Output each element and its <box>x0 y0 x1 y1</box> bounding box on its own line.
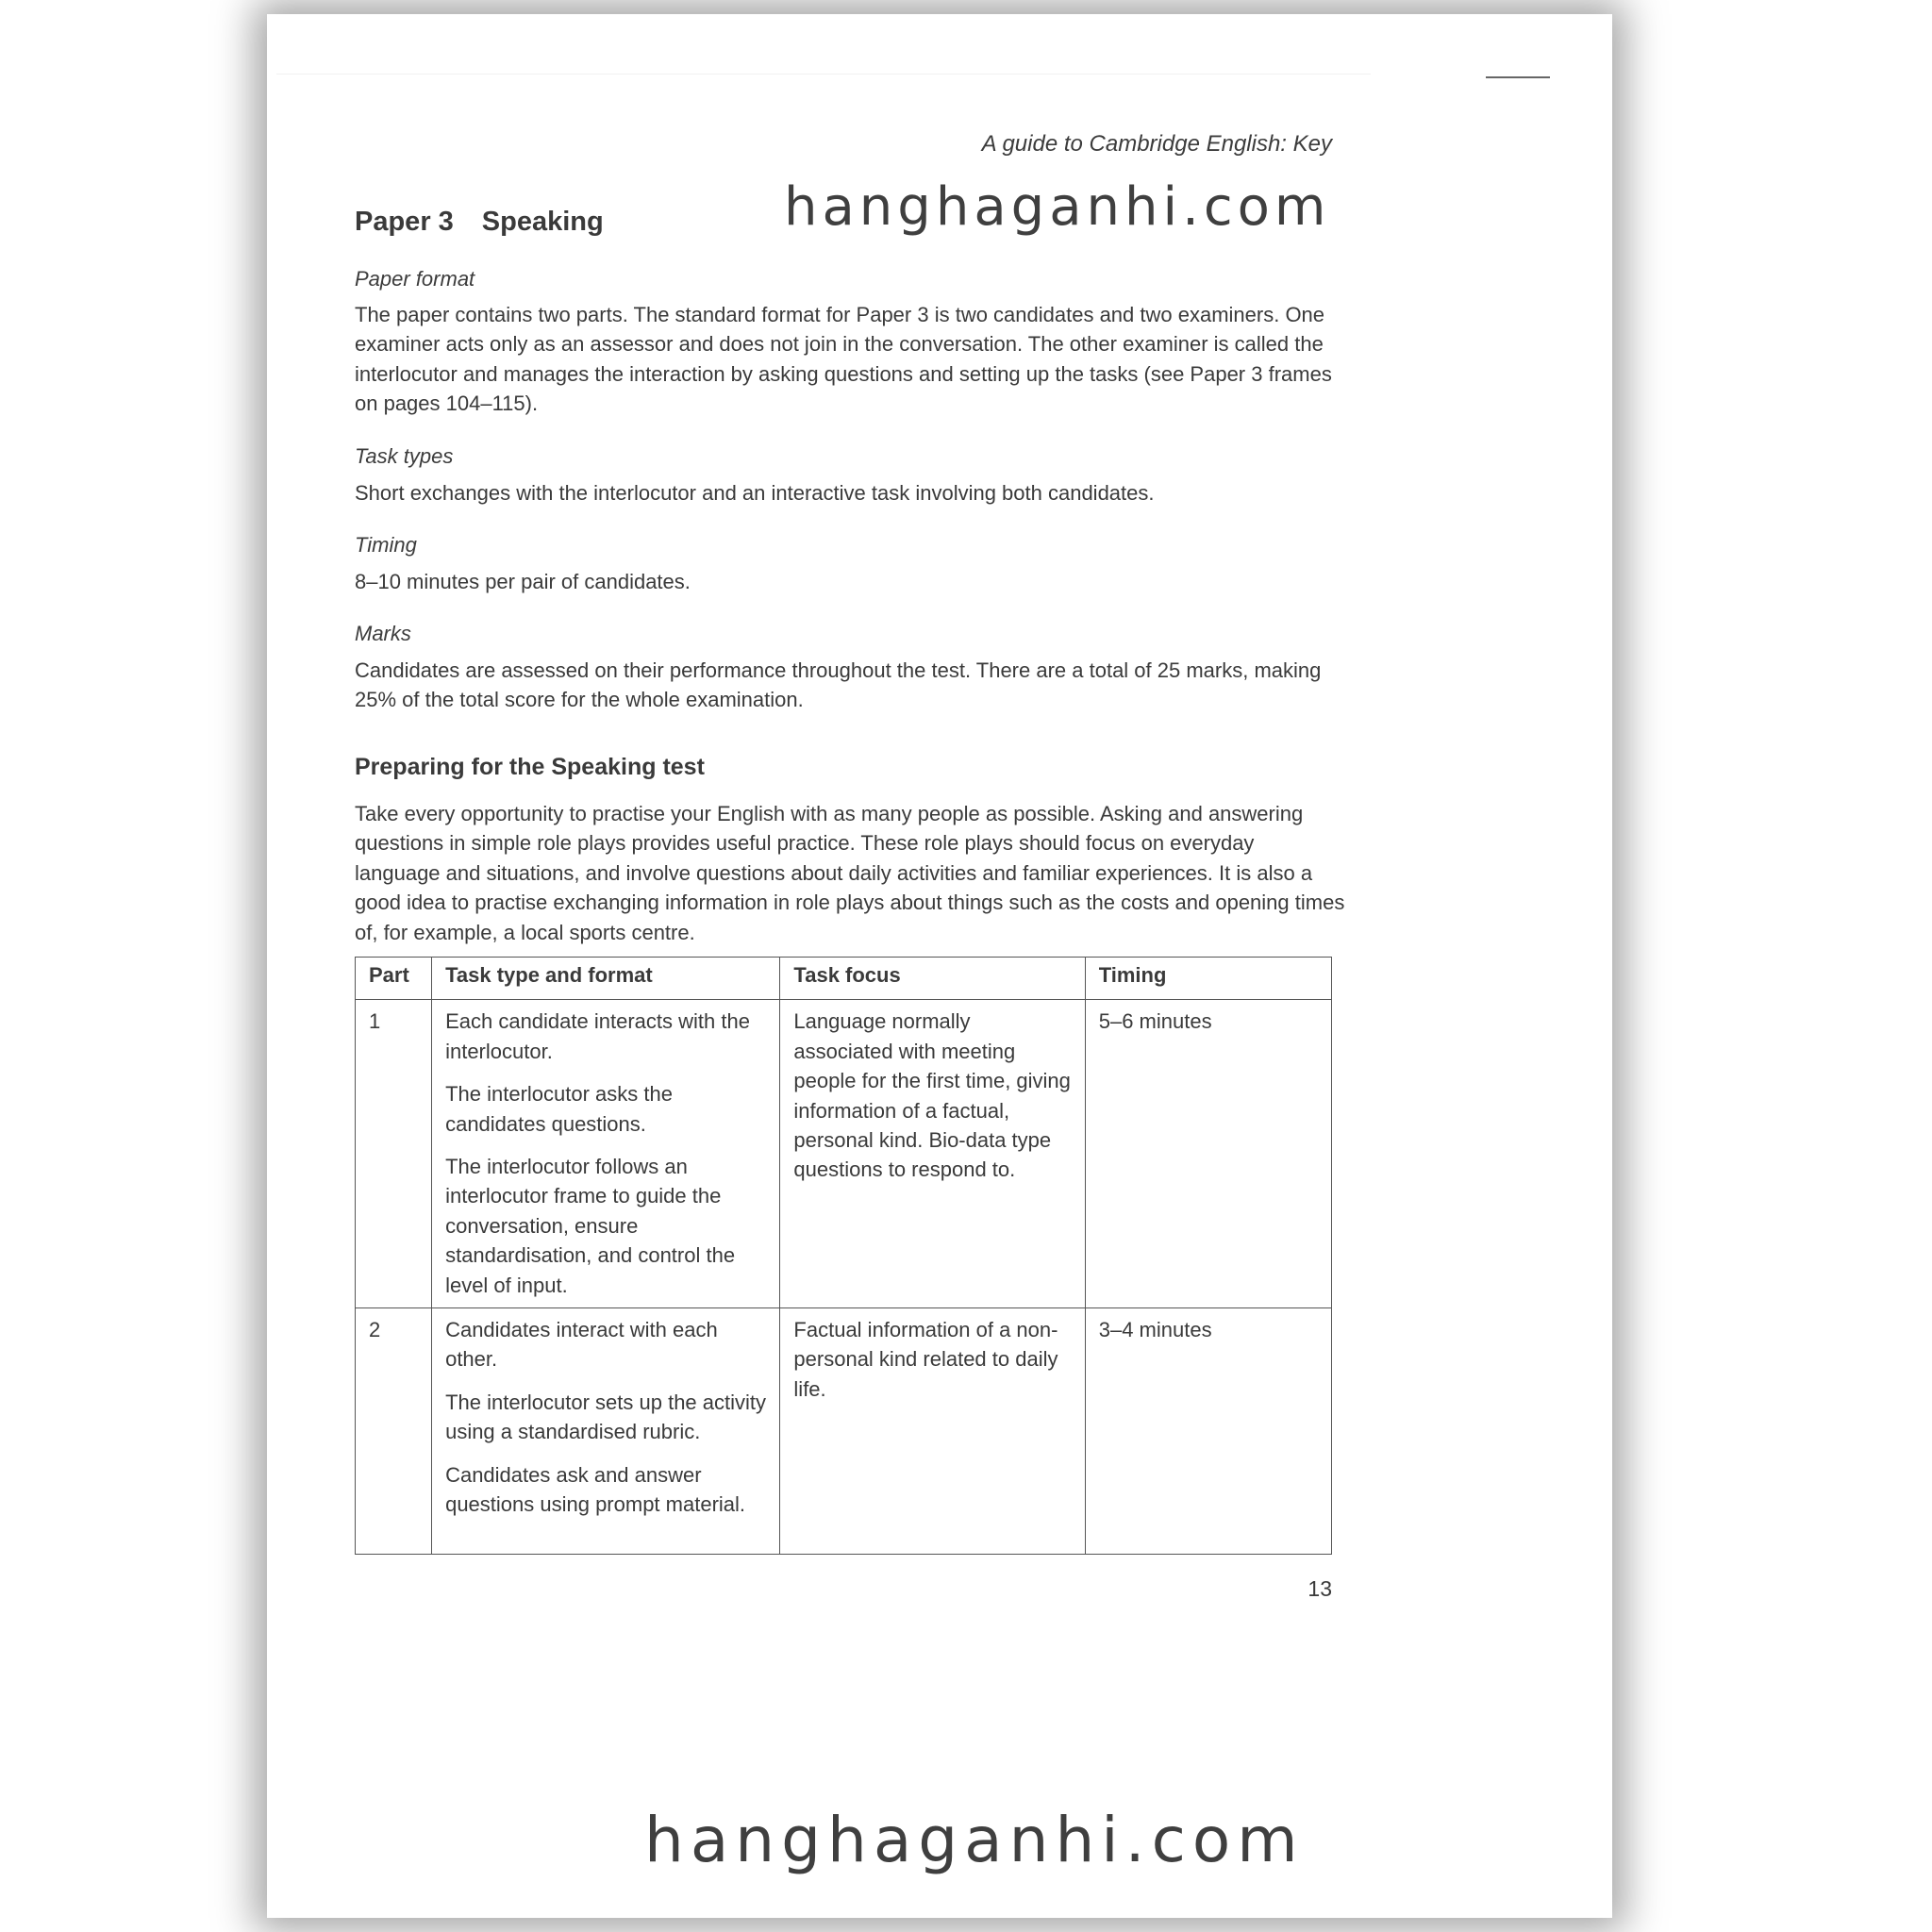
header-timing: Timing <box>1085 958 1331 1000</box>
paper-name: Speaking <box>481 207 604 237</box>
cell-focus: Language normally associated with meeting people for the first time, giving information of a factual, personal kind. Bio-data type questions to respond to. <box>780 1000 1085 1308</box>
section-text-task-types: Short exchanges with the interlocutor and an interactive task involving both candidates. <box>355 481 1155 505</box>
cell-timing: 5–6 minutes <box>1085 1000 1331 1308</box>
preparing-text: Take every opportunity to practise your English with as many people as possible. Asking and answering questions in simple role plays provides useful practice. These role plays should focus on everyday language and situations, and involve questions about daily activities and familiar experiences. It is also a good idea to practise exchanging information in role plays about things such as the costs and opening times of, for example, a local sports centre. <box>355 802 1345 944</box>
format-line: Each candidate interacts with the interlocutor. <box>445 1009 750 1063</box>
section-text-marks: Candidates are assessed on their performance throughout the test. There are a total of 25 marks, making 25% of the total score for the whole examination. <box>355 658 1322 712</box>
running-head: A guide to Cambridge English: Key <box>981 131 1332 157</box>
page-number: 13 <box>1307 1576 1332 1601</box>
section-text-paper-format: The paper contains two parts. The standard format for Paper 3 is two candidates and two examiners. One examiner acts only as an assessor and does not join in the conversation. The other examiner is called the interlocutor and manages the interaction by asking questions and setting up the tasks (see Paper 3 frames on pages 104–115). <box>355 303 1332 416</box>
table-header-row <box>356 958 1332 1000</box>
cell-part: 2 <box>356 1308 432 1555</box>
paper-number: Paper 3 <box>355 207 454 237</box>
cell-part: 1 <box>356 1000 432 1308</box>
header-task-focus: Task focus <box>780 958 1085 1000</box>
cell-focus: Factual information of a non-personal kind related to daily life. <box>780 1308 1085 1555</box>
header-part: Part <box>356 958 432 1000</box>
section-heading-timing: Timing <box>355 533 417 557</box>
watermark-top: hanghaganhi.com <box>784 176 1331 238</box>
format-line: The interlocutor sets up the activity using a standardised rubric. <box>445 1390 767 1444</box>
header-rule <box>1486 76 1550 78</box>
document-page <box>267 14 1612 1918</box>
format-line: The interlocutor follows an interlocutor frame to guide the conversation, ensure standardisation, and control the level of input. <box>445 1155 736 1297</box>
table-row <box>356 1000 1332 1308</box>
format-line: Candidates ask and answer questions using prompt material. <box>445 1462 746 1517</box>
cell-format <box>432 1000 780 1308</box>
section-heading-paper-format: Paper format <box>355 267 475 291</box>
section-heading-task-types: Task types <box>355 444 454 468</box>
watermark-bottom: hanghaganhi.com <box>644 1804 1305 1876</box>
header-task-type: Task type and format <box>432 958 780 1000</box>
scan-artifact-line <box>276 74 1371 75</box>
section-heading-marks: Marks <box>355 622 411 645</box>
task-table <box>355 957 1332 1555</box>
cell-format <box>432 1308 780 1555</box>
cell-timing: 3–4 minutes <box>1085 1308 1331 1555</box>
preparing-heading: Preparing for the Speaking test <box>355 754 705 780</box>
page-title <box>355 207 604 238</box>
format-line: The interlocutor asks the candidates questions. <box>445 1082 673 1136</box>
section-text-timing: 8–10 minutes per pair of candidates. <box>355 570 691 593</box>
table-row <box>356 1308 1332 1555</box>
format-line: Candidates interact with each other. <box>445 1318 718 1372</box>
